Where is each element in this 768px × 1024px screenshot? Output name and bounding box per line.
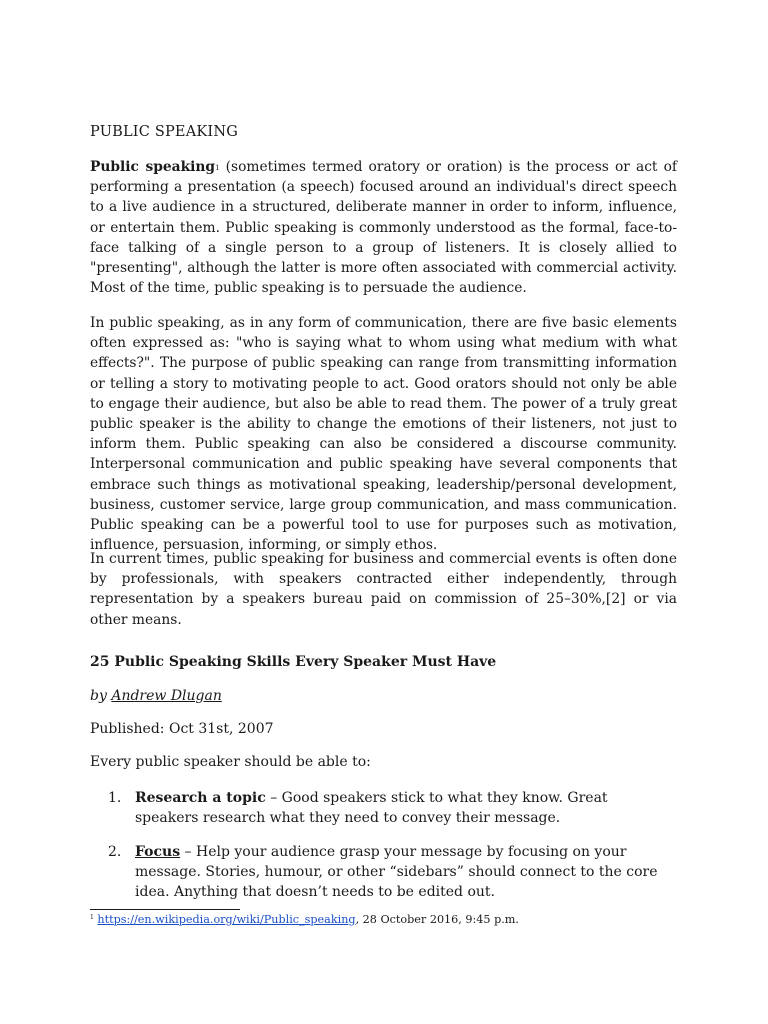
- footnote: [90, 913, 519, 926]
- list-item-title: Focus: [135, 844, 181, 860]
- list-item-title: Research a topic: [135, 790, 266, 806]
- list-item-body: [135, 788, 665, 828]
- list-item-body: [135, 842, 665, 903]
- footnote-number: 1: [90, 914, 94, 921]
- footnote-divider: [90, 909, 240, 910]
- list-item-text: – Good speakers stick to what they know. Great speakers research what they need to convey their message.: [135, 790, 608, 827]
- footnote-text: , 28 October 2016, 9:45 p.m.: [355, 913, 519, 926]
- footnote-link[interactable]: https://en.wikipedia.org/wiki/Public_speaking: [97, 913, 356, 926]
- section-heading: PUBLIC SPEAKING: [90, 124, 239, 140]
- paragraph-definition: [90, 157, 677, 298]
- paragraph-text: (sometimes termed oratory or oration) is the process or act of performing a presentation (a speech) focused around an individual's direct speech to a live audience in a structured, deliberate manner in order to inform, influence, or entertain them. Public speaking is commonly understood as the formal, face-to-face talking of a single person to a group of listeners. It is closely allied to "presenting", although the latter is more often associated with commercial activity. Most of the time, public speaking is to persuade the audience.: [90, 159, 677, 297]
- list-item-number: 1.: [108, 790, 122, 806]
- list-item-text: – Help your audience grasp your message by focusing on your message. Stories, humour, or other “sidebars” should connect to the core idea. Anything that doesn’t needs to be edited out.: [135, 844, 658, 901]
- term-lead: Public speaking: [90, 159, 216, 175]
- byline: [90, 688, 222, 704]
- article-title: 25 Public Speaking Skills Every Speaker Must Have: [90, 654, 497, 670]
- paragraph-current-times: In current times, public speaking for business and commercial events is often done by professionals, with speakers contracted either independently, through representation by a speakers bureau paid on commission of 25–30%,[2] or via other means.: [90, 551, 677, 628]
- published-date: Published: Oct 31st, 2007: [90, 721, 274, 737]
- byline-prefix: by: [90, 688, 112, 704]
- author-link[interactable]: Andrew Dlugan: [111, 688, 222, 704]
- footnote-ref[interactable]: 1: [215, 164, 220, 172]
- list-item-number: 2.: [108, 844, 122, 860]
- list-intro: Every public speaker should be able to:: [90, 754, 371, 770]
- paragraph-elements: In public speaking, as in any form of communication, there are five basic elements often expressed as: "who is saying what to whom using what medium with what effects?". The purpose of public speaking can range from transmitting information or telling a story to motivating people to act. Good orators should not only be able to engage their audience, but also be able to read them. The power of a truly great public speaker is the ability to change the emotions of their listeners, not just to inform them. Public speaking can also be considered a discourse community. Interpersonal communication and public speaking have several components that embrace such things as motivational speaking, leadership/personal development, business, customer service, large group communication, and mass communication. Public speaking can be a powerful tool to use for purposes such as motivation, influence, persuasion, informing, or simply ethos.: [90, 315, 677, 554]
